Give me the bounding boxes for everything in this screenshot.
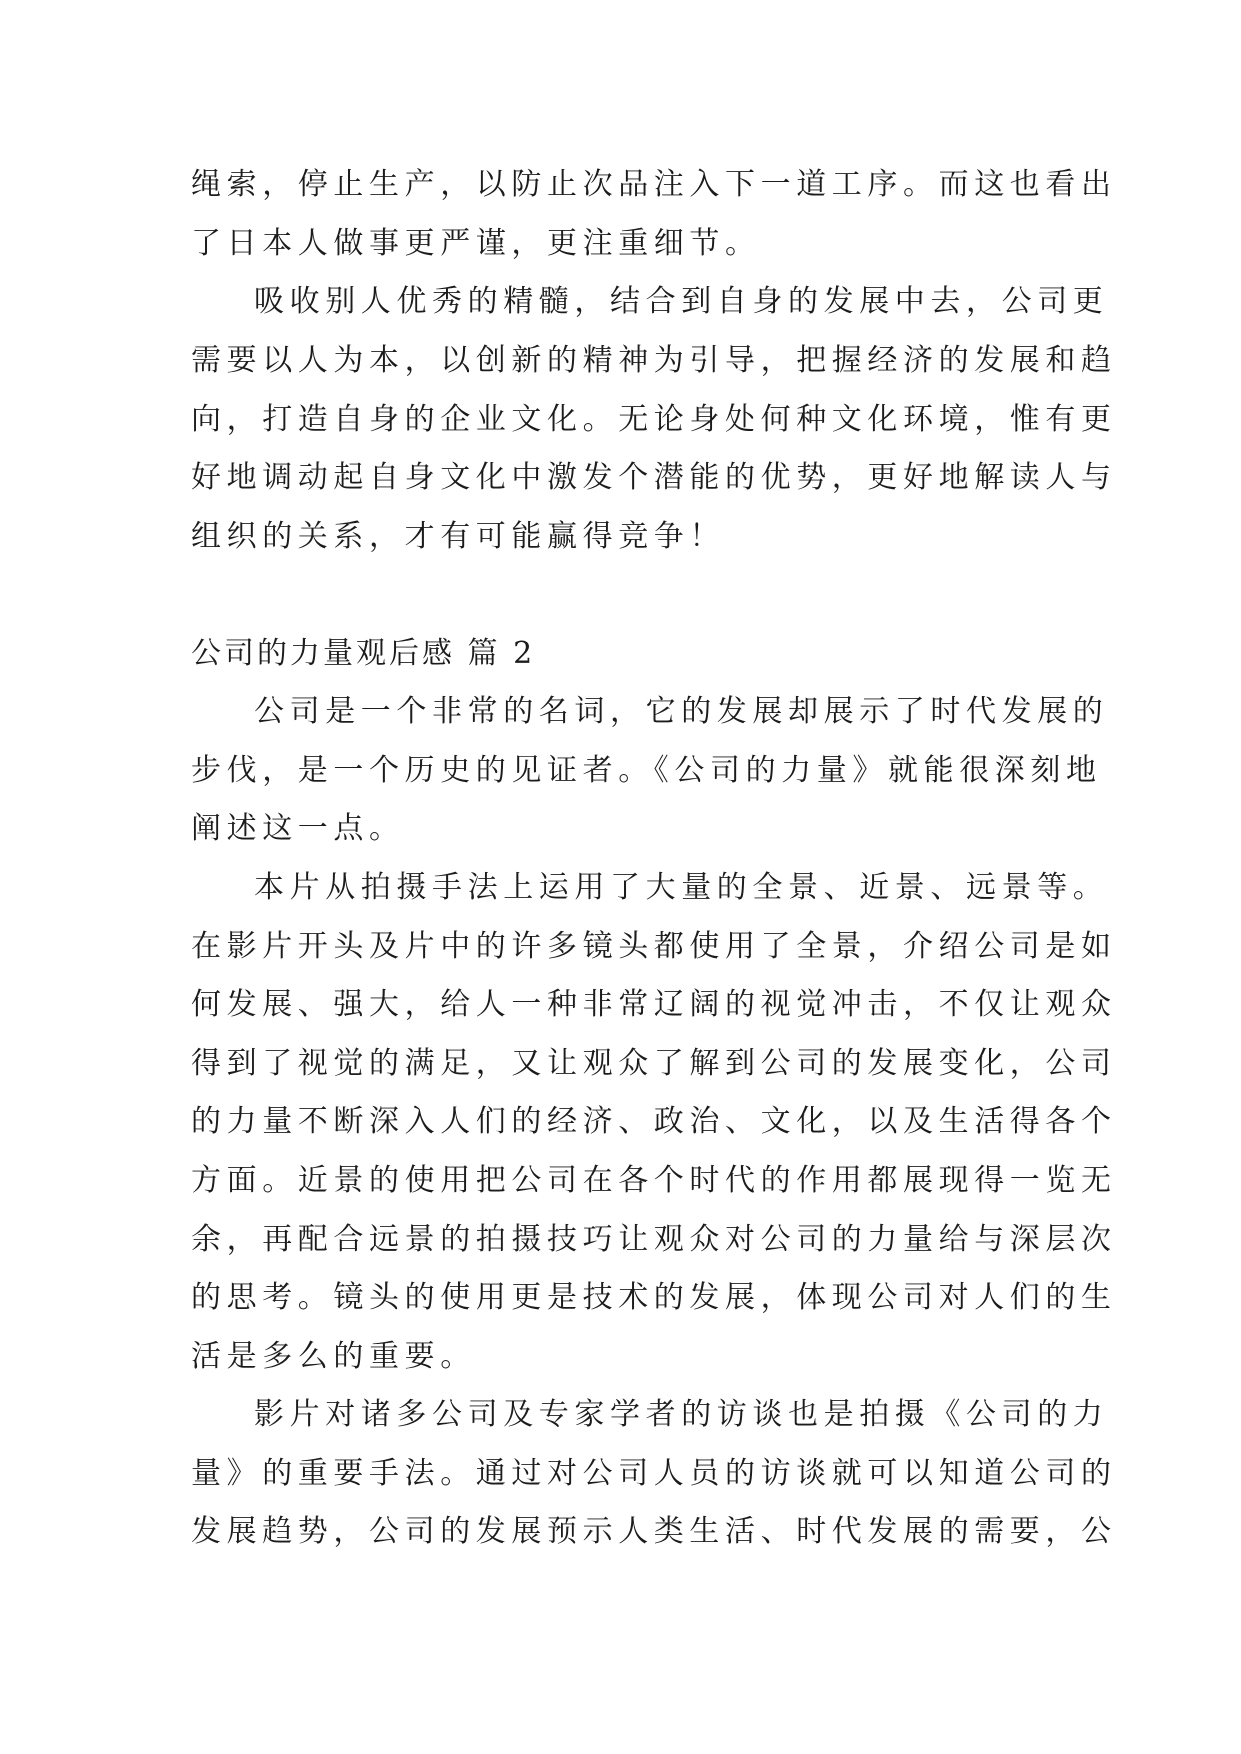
text-line: 余，再配合远景的拍摄技巧让观众对公司的力量给与深层次 (191, 1222, 1117, 1257)
paragraph-first-line: 公司是一个非常的名词，它的发展却展示了时代发展的 (254, 694, 1109, 729)
paragraph-first-line: 影片对诸多公司及专家学者的访谈也是拍摄《公司的力 (254, 1397, 1109, 1432)
text-line: 的力量不断深入人们的经济、政治、文化，以及生活得各个 (191, 1104, 1117, 1139)
paragraph-first-line: 吸收别人优秀的精髓，结合到自身的发展中去，公司更 (254, 284, 1109, 319)
text-line: 量》的重要手法。通过对公司人员的访谈就可以知道公司的 (191, 1456, 1117, 1491)
paragraph-first-line: 本片从拍摄手法上运用了大量的全景、近景、远景等。 (254, 870, 1109, 905)
text-line: 绳索，停止生产，以防止次品注入下一道工序。而这也看出 (191, 167, 1117, 202)
text-line: 向，打造自身的企业文化。无论身处何种文化环境，惟有更 (191, 402, 1117, 437)
text-line: 了日本人做事更严谨，更注重细节。 (191, 226, 761, 261)
text-line: 得到了视觉的满足，又让观众了解到公司的发展变化，公司 (191, 1046, 1117, 1081)
text-line: 好地调动起自身文化中激发个潜能的优势，更好地解读人与 (191, 460, 1117, 495)
text-line: 步伐，是一个历史的见证者。《公司的力量》就能很深刻地 (191, 753, 1102, 788)
text-line: 发展趋势，公司的发展预示人类生活、时代发展的需要，公 (191, 1514, 1117, 1549)
text-line: 阐述这一点。 (191, 811, 405, 846)
section-heading: 公司的力量观后感 篇 2 (191, 636, 536, 671)
text-line: 方面。近景的使用把公司在各个时代的作用都展现得一览无 (191, 1163, 1117, 1198)
text-line: 何发展、强大，给人一种非常辽阔的视觉冲击，不仅让观众 (191, 987, 1117, 1022)
text-line: 在影片开头及片中的许多镜头都使用了全景，介绍公司是如 (191, 929, 1117, 964)
text-line: 组织的关系，才有可能赢得竞争！ (191, 519, 725, 554)
text-line: 需要以人为本，以创新的精神为引导，把握经济的发展和趋 (191, 343, 1117, 378)
text-line: 的思考。镜头的使用更是技术的发展，体现公司对人们的生 (191, 1280, 1117, 1315)
text-line: 活是多么的重要。 (191, 1339, 476, 1374)
